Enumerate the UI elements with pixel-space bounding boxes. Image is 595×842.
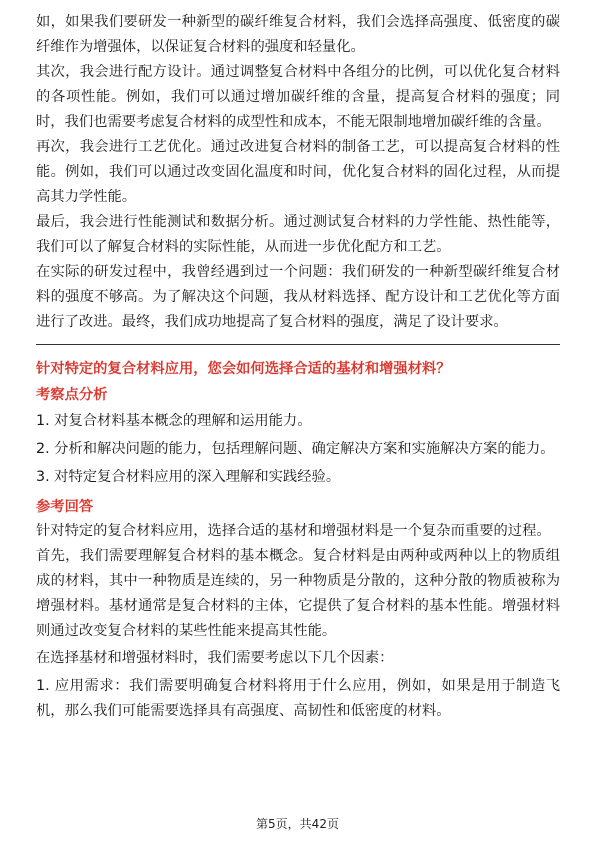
intro-paragraph: 再次，我会进行工艺优化。通过改进复合材料的制备工艺，可以提高复合材料的性能。例如，我们可以通过改变固化温度和时间，优化复合材料的固化过程，从而提高其力学性能。	[36, 139, 560, 205]
document-page	[36, 10, 560, 724]
answer-paragraph: 1. 应用需求：我们需要明确复合材料将用于什么应用，例如，如果是用于制造飞机，那么我们可能需要选择具有高强度、高韧性和低密度的材料。	[36, 678, 560, 719]
answer-paragraph: 针对特定的复合材料应用，选择合适的基材和增强材料是一个复杂而重要的过程。	[36, 523, 551, 539]
answer-paragraph: 首先，我们需要理解复合材料的基本概念。复合材料是由两种或两种以上的物质组成的材料，其中一种物质是连续的，另一种物质是分散的，这种分散的物质被称为增强材料。基材通常是复合材料的主体，它提供了复合材料的基本性能。增强材料则通过改变复合材料的某些性能来提高其性能。	[36, 548, 560, 639]
intro-paragraph: 在实际的研发过程中，我曾经遇到过一个问题：我们研发的一种新型碳纤维复合材料的强度不够高。为了解决这个问题，我从材料选择、配方设计和工艺优化等方面进行了改进。最终，我们成功地提高了复合材料的强度，满足了设计要求。	[36, 264, 560, 330]
intro-paragraph: 其次，我会进行配方设计。通过调整复合材料中各组分的比例，可以优化复合材料的各项性能。例如，我们可以通过增加碳纤维的含量，提高复合材料的强度；同时，我们也需要考虑复合材料的成型性和成本，不能无限制地增加碳纤维的含量。	[36, 64, 560, 130]
analysis-item: 3. 对特定复合材料应用的深入理解和实践经验。	[36, 469, 341, 485]
answer-title: 参考回答	[36, 499, 94, 515]
question-heading: 针对特定的复合材料应用，您会如何选择合适的基材和增强材料？	[36, 361, 451, 377]
intro-paragraph: 最后，我会进行性能测试和数据分析。通过测试复合材料的力学性能、热性能等，我们可以了解复合材料的实际性能，从而进一步优化配方和工艺。	[36, 214, 560, 255]
analysis-item: 1. 对复合材料基本概念的理解和运用能力。	[36, 413, 312, 429]
answer-paragraph: 在选择基材和增强材料时，我们需要考虑以下几个因素：	[36, 650, 394, 666]
analysis-item: 2. 分析和解决问题的能力，包括理解问题、确定解决方案和实施解决方案的能力。	[36, 441, 555, 457]
analysis-title: 考察点分析	[36, 387, 108, 403]
section-divider	[36, 344, 560, 345]
intro-paragraph: 如，如果我们要研发一种新型的碳纤维复合材料，我们会选择高强度、低密度的碳纤维作为增强体，以保证复合材料的强度和轻量化。	[36, 14, 560, 55]
page-number: 第5页，共42页	[256, 817, 339, 831]
